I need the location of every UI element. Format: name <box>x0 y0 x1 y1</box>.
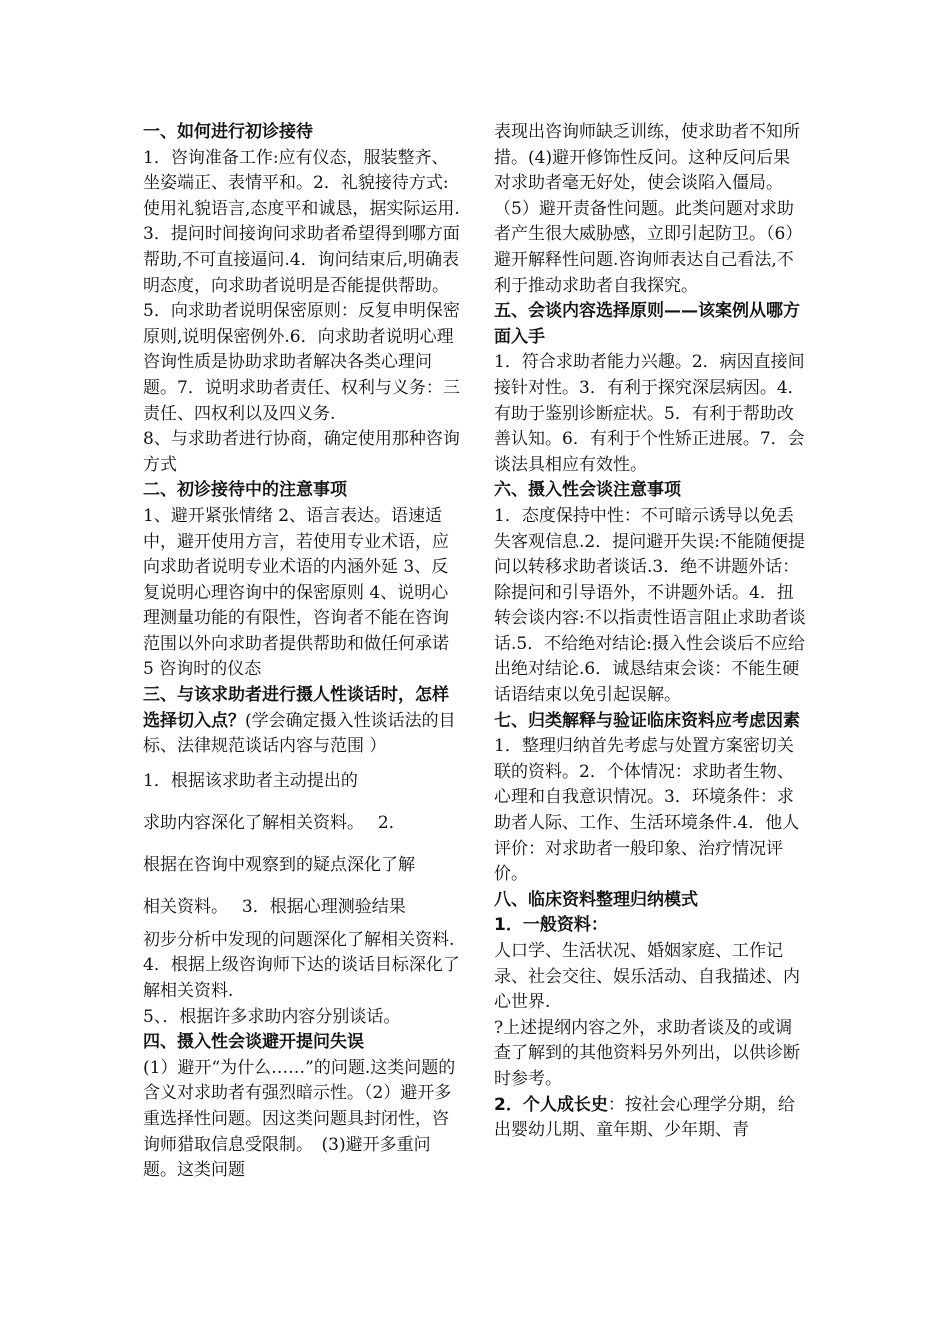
section-2-body: 1、避开紧张情绪 2、语言表达。语速适中，避开使用方言，若使用专业术语，应向求助者说明专业术语的内涵外延 3、反复说明心理咨询中的保密原则 4、说明心理测量功能的有限性，咨询者不能在咨询范围以外向求助者提供帮助和做任何承诺 5 咨询时的仪态 <box>143 505 449 680</box>
section-4-title: 四、摄入性会谈避开提问失误 <box>143 1032 364 1053</box>
section-1-body: 1．咨询准备工作:应有仪态，服装整齐、坐姿端正、表情平和。2．礼貌接待方式:使用礼貌语言,态度平和诚恳，据实际运用.3．提问时间接询问求助者希望得到哪方面帮助,不可直接逼问.4．询问结束后,明确表明态度，向求助者说明是否能提供帮助。5．向求助者说明保密原则：反复申明保密原则,说明保密例外.6．向求助者说明心理咨询性质是协助求助者解决各类心理问题。7．说明求助者责任、权利与义务：三责任、四权利以及四义务. <box>143 147 460 424</box>
section-3-line-2: 求助内容深化了解相关资料。 2． <box>143 812 406 833</box>
section-3-title <box>143 683 461 760</box>
section-7-title: 七、归类解释与验证临床资料应考虑因素 <box>494 710 800 731</box>
section-5-title: 五、会谈内容选择原则——该案例从哪方面入手 <box>494 301 800 347</box>
section-8-subtitle-2-line <box>494 1093 806 1144</box>
left-column <box>143 120 477 1184</box>
section-3-title-text: 三、与该求助者进行摄人性谈话时，怎样选择切入点？ <box>143 685 449 731</box>
section-3-item-5: 5、．根据许多求助内容分别谈话。 <box>143 1006 401 1027</box>
section-7-body: 1．整理归纳首先考虑与处置方案密切关联的资料。2．个体情况：求助者生物、心理和自我意识情况。3．环境条件：求助者人际、工作、生活环境条件.4．他人评价：对求助者一般印象、治疗情况评价。 <box>494 736 800 885</box>
section-1-title: 一、如何进行初诊接待 <box>143 122 313 142</box>
section-8-subtitle-2-body: ：按社会心理学分期，给出婴幼儿期、童年期、少年期、青 <box>494 1094 795 1141</box>
section-8-title: 八、临床资料整理归纳模式 <box>494 889 698 910</box>
section-8-subtitle-1: 1．一般资料： <box>494 915 608 936</box>
right-column <box>494 120 806 1144</box>
section-4-body-continued: 表现出咨询师缺乏训练，使求助者不知所措。(4)避开修饰性反问。这种反问后果对求助者毫无好处，使会谈陷入僵局。（5）避开责备性问题。此类问题对求助者产生很大威胁感，立即引起防卫。（6）避开解释性问题.咨询师表达自己看法,不利于推动求助者自我探究。 <box>494 122 803 296</box>
section-3-line-3: 根据在咨询中观察到的疑点深化了解 <box>143 854 415 875</box>
section-8-subtitle-2: 2．个人成长史 <box>494 1094 608 1115</box>
section-3-title-note: (学会确定摄入性谈话法的目标、法律规范谈话内容与范围 ） <box>143 710 456 757</box>
section-3-item-3-4: 初步分析中发现的问题深化了解相关资料. 4．根据上级咨询师下达的谈话目标深化了解相关资料. <box>143 929 477 1002</box>
section-3-line-1: 1．根据该求助者主动提出的 <box>143 770 358 791</box>
section-6-title: 六、摄入性会谈注意事项 <box>494 480 681 501</box>
section-8-subtitle-1-body: 人口学、生活状况、婚姻家庭、工作记录、社会交往、娱乐活动、自我描述、内心世界. <box>494 941 800 1013</box>
section-1-body-item-8: 8、与求助者进行协商，确定使用那种咨询方式 <box>143 429 460 475</box>
section-2-title: 二、初诊接待中的注意事项 <box>143 480 347 501</box>
section-8-note: ?上述提纲内容之外，求助者谈及的或调查了解到的其他资料另外列出，以供诊断时参考。 <box>494 1017 800 1089</box>
section-6-body: 1．态度保持中性：不可暗示诱导以免丢失客观信息.2．提问避开失误:不能随便提问以转移求助者谈话.3．绝不讲题外话：除提问和引导语外，不讲题外话。4．扭转会谈内容:不以指责性语言阻止求助者谈话.5．不给绝对结论:摄入性会谈后不应给出绝对结论.6．诚恳结束会谈：不能生硬话语结束以免引起误解。 <box>494 505 806 706</box>
section-5-body: 1．符合求助者能力兴趣。2．病因直接间接针对性。3．有利于探究深层病因。4．有助于鉴别诊断症状。5．有利于帮助改善认知。6．有利于个性矫正进展。7．会谈法具相应有效性。 <box>494 352 805 475</box>
section-3-list <box>143 760 461 928</box>
section-4-body: (1）避开“为什么……”的问题.这类问题的含义对求助者有强烈暗示性。（2）避开多重选择性问题。因这类问题具封闭性，咨询师猎取信息受限制。 (3)避开多重问题。这类问题 <box>143 1057 456 1181</box>
section-3-line-4: 相关资料。 3．根据心理测验结果 <box>143 896 406 917</box>
